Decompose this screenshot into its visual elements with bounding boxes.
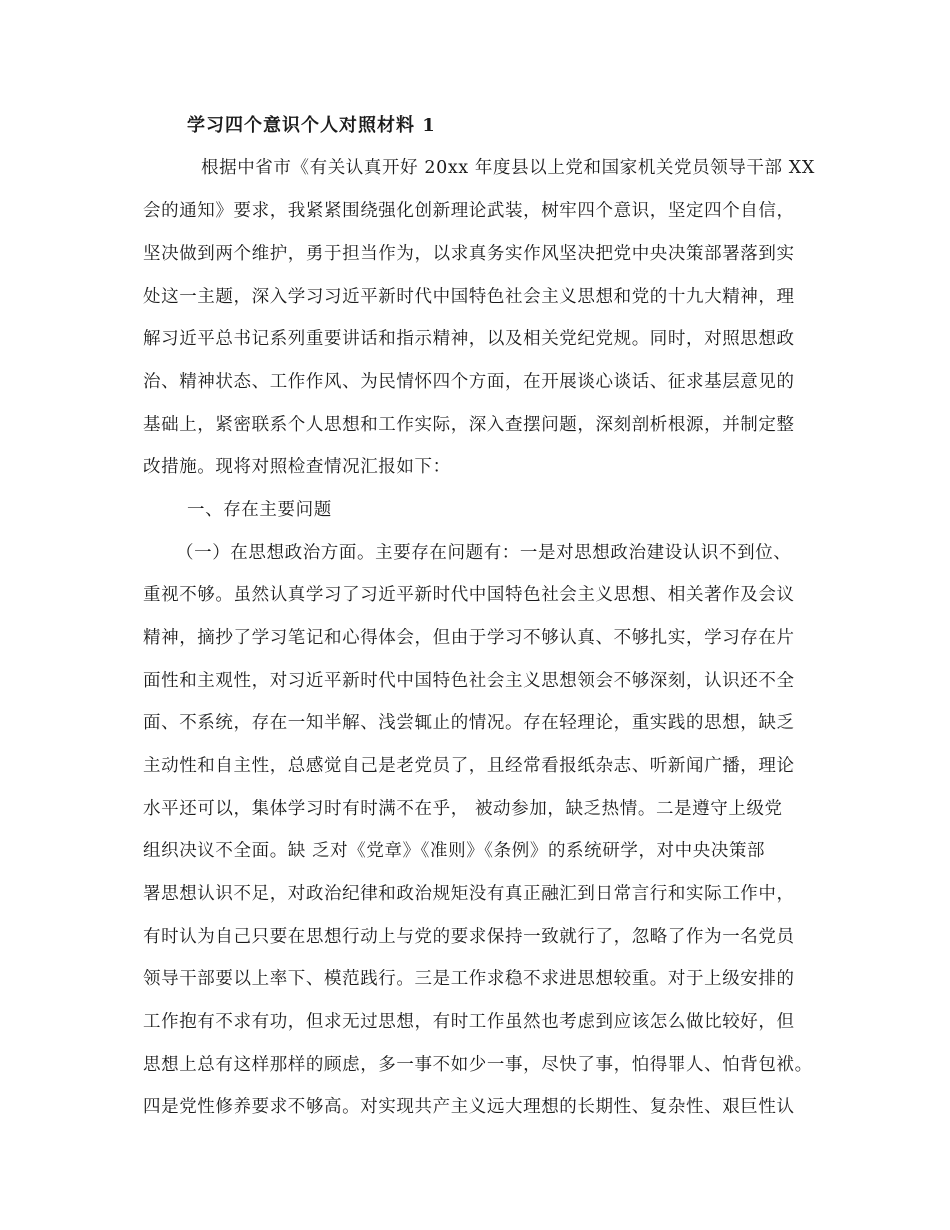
paragraph-line: 会的通知》要求，我紧紧围绕强化创新理论武装，树牢四个意识，坚定四个自信， xyxy=(143,201,795,221)
paragraph-line: 精神，摘抄了学习笔记和心得体会，但由于学习不够认真、不够扎实，学习存在片 xyxy=(143,628,795,648)
paragraph-line: 领导干部要以上率下、模范践行。三是工作求稳不求进思想较重。对于上级安排的 xyxy=(143,969,795,989)
paragraph-line: 重视不够。虽然认真学习了习近平新时代中国特色社会主义思想、相关著作及会议 xyxy=(143,585,795,605)
paragraph-line: 思想上总有这样那样的顾虑，多一事不如少一事，尽快了事，怕得罪人、怕背包袱。 xyxy=(143,1055,813,1075)
paragraph-line: 解习近平总书记系列重要讲话和指示精神，以及相关党纪党规。同时，对照思想政 xyxy=(143,329,795,349)
paragraph-line: 基础上，紧密联系个人思想和工作实际，深入查摆问题，深刻剖析根源，并制定整 xyxy=(143,415,795,435)
paragraph-line: 改措施。现将对照检查情况汇报如下： xyxy=(143,457,451,477)
paragraph-line: 治、精神状态、工作作风、为民情怀四个方面，在开展谈心谈话、征求基层意见的 xyxy=(143,372,795,392)
paragraph-line: 组织决议不全面。缺 乏对《党章》《准则》《条例》的系统研学，对中央决策部 xyxy=(143,841,766,861)
paragraph-line: 根据中省市《有关认真开好 20xx 年度县以上党和国家机关党员领导干部 XX xyxy=(201,158,815,178)
paragraph-line: 主动性和自主性，总感觉自己是老党员了，且经常看报纸杂志、听新闻广播，理论 xyxy=(143,756,795,776)
paragraph-line: 四是党性修养要求不够高。对实现共产主义远大理想的长期性、复杂性、艰巨性认 xyxy=(143,1097,795,1117)
paragraph-line: 面性和主观性，对习近平新时代中国特色社会主义思想领会不够深刻，认识还不全 xyxy=(143,671,795,691)
paragraph-line: 水平还可以，集体学习时有时满不在乎， 被动参加，缺乏热情。二是遵守上级党 xyxy=(143,799,783,819)
document-title: 学习四个意识个人对照材料 1 xyxy=(187,115,436,136)
paragraph-line: 有时认为自己只要在思想行动上与党的要求保持一致就行了，忽略了作为一名党员 xyxy=(143,927,795,947)
section-heading: 一、存在主要问题 xyxy=(187,500,332,520)
paragraph-line: 处这一主题，深入学习习近平新时代中国特色社会主义思想和党的十九大精神，理 xyxy=(143,287,795,307)
paragraph-line: 工作抱有不求有功，但求无过思想，有时工作虽然也考虑到应该怎么做比较好，但 xyxy=(143,1012,795,1032)
paragraph-line: （一）在思想政治方面。主要存在问题有：一是对思想政治建设认识不到位、 xyxy=(176,543,792,563)
paragraph-line: 坚决做到两个维护，勇于担当作为，以求真务实作风坚决把党中央决策部署落到实 xyxy=(143,244,795,264)
paragraph-line: 面、不系统，存在一知半解、浅尝辄止的情况。存在轻理论，重实践的思想，缺乏 xyxy=(143,713,795,733)
paragraph-line: 署思想认识不足，对政治纪律和政治规矩没有真正融汇到日常言行和实际工作中， xyxy=(143,884,795,904)
